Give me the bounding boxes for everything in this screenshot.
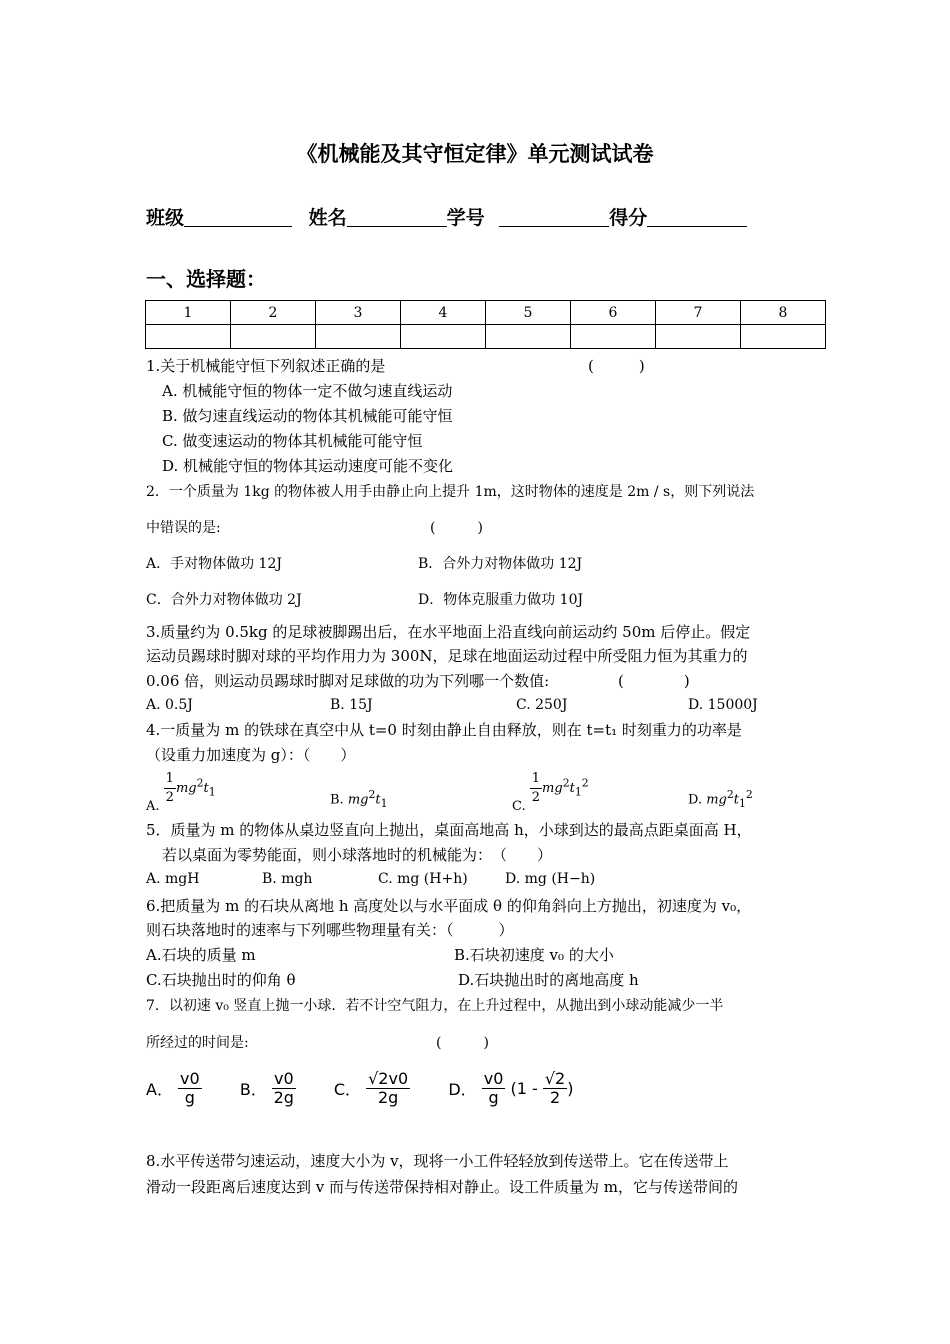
q5-option-a: A. mgH <box>146 871 200 887</box>
q5-option-d: D. mg (H−h) <box>505 871 596 887</box>
q4-option-b: B. $mg^2t_1$ <box>330 788 388 810</box>
section-title: 一、选择题： <box>146 267 266 291</box>
q3-option-c: C. 250J <box>516 697 568 713</box>
q4-option-c: C. $\frac{1}{2}$ $mg^2t_1^2$ <box>512 771 589 814</box>
student-info-line <box>146 203 747 230</box>
answer-table <box>145 300 826 349</box>
q2-stem-line2: 中错误的是: <box>146 520 221 536</box>
q6-line2: 则石块落地时的速率与下列哪些物理量有关：（ ） <box>146 921 514 939</box>
q4-c-fraction: $\frac{1}{2}$ <box>531 771 541 805</box>
answer-header: 8 <box>741 301 826 325</box>
q7-b-fraction: $\frac{v0}{2g}$ <box>273 1069 294 1107</box>
answer-cell[interactable] <box>571 325 656 349</box>
answer-header: 4 <box>401 301 486 325</box>
q1-option-a: A. 机械能守恒的物体一定不做匀速直线运动 <box>162 382 453 400</box>
q7-a-fraction: $\frac{v0}{g}$ <box>180 1069 200 1107</box>
answer-header: 3 <box>316 301 401 325</box>
name-blank[interactable] <box>347 206 447 227</box>
class-blank[interactable] <box>184 206 292 227</box>
q1-option-c: C. 做变速运动的物体其机械能可能守恒 <box>162 432 423 450</box>
answer-header: 7 <box>656 301 741 325</box>
answer-cell[interactable] <box>656 325 741 349</box>
q1-stem: 1.关于机械能守恒下列叙述正确的是 <box>146 357 386 375</box>
q3-option-d: D. 15000J <box>688 697 758 713</box>
answer-header: 2 <box>231 301 316 325</box>
answer-header: 5 <box>486 301 571 325</box>
score-blank[interactable] <box>647 206 747 227</box>
q7-line1: 7．以初速 v₀ 竖直上抛一小球．若不计空气阻力，在上升过程中，从抛出到小球动能减少一半 <box>146 998 724 1014</box>
q7-line2: 所经过的时间是: <box>146 1035 249 1051</box>
q3-option-a: A. 0.5J <box>146 697 193 713</box>
q1-paren: ( ) <box>588 357 645 375</box>
q5-line1: 5．质量为 m 的物体从桌边竖直向上抛出，桌面高地高 h，小球到达的最高点距桌面高 H， <box>146 821 752 839</box>
score-label: 得分 <box>609 207 648 229</box>
q3-paren: ( ) <box>618 672 690 690</box>
q7-options: A． $\frac{v0}{g}$ B． $\frac{v0}{2g}$ C． $\frac{√2v0}{2g}$ D． $\frac{v0}{g}$ (1 - $\frac{√2}{2}$ ) <box>146 1069 574 1107</box>
q2-stem-line1: 2．一个质量为 1kg 的物体被人用手由静止向上提升 1m，这时物体的速度是 2m / s，则下列说法 <box>146 484 755 500</box>
q4-option-d: D. $mg^2t_1^2$ <box>688 788 753 810</box>
q5-option-c: C. mg (H+h) <box>378 871 468 887</box>
q1-option-d: D. 机械能守恒的物体其运动速度可能不变化 <box>162 457 454 475</box>
q4-line1: 4.一质量为 m 的铁球在真空中从 t=0 时刻由静止自由释放，则在 t=t₁ 时刻重力的功率是 <box>146 721 742 739</box>
q6-option-d: D.石块抛出时的离地高度 h <box>458 971 639 989</box>
q2-option-b: B．合外力对物体做功 12J <box>418 556 583 572</box>
q7-paren: ( ) <box>436 1035 489 1051</box>
q2-paren: ( ) <box>430 520 483 536</box>
q4-line2: （设重力加速度为 g）：（ ） <box>146 746 356 764</box>
name-label: 姓名 <box>308 207 347 229</box>
answer-cell[interactable] <box>741 325 826 349</box>
answer-cell[interactable] <box>486 325 571 349</box>
q6-option-c: C.石块抛出时的仰角 θ <box>146 971 296 989</box>
q7-d-root-fraction: $\frac{√2}{2}$ <box>544 1069 566 1107</box>
answer-cell[interactable] <box>316 325 401 349</box>
answer-header-row <box>146 301 826 325</box>
q1-option-b: B. 做匀速直线运动的物体其机械能可能守恒 <box>162 407 453 425</box>
q5-option-b: B. mgh <box>262 871 313 887</box>
answer-header: 6 <box>571 301 656 325</box>
q2-option-d: D．物体克服重力做功 10J <box>418 592 584 608</box>
answer-cell[interactable] <box>146 325 231 349</box>
answer-header: 1 <box>146 301 231 325</box>
q3-option-b: B. 15J <box>330 697 373 713</box>
q3-line3: 0.06 倍，则运动员踢球时脚对足球做的功为下列哪一个数值: <box>146 672 550 690</box>
q5-line2: 若以桌面为零势能面，则小球落地时的机械能为： （ ） <box>162 846 553 864</box>
q7-c-fraction: $\frac{√2v0}{2g}$ <box>368 1069 409 1107</box>
q6-option-b: B.石块初速度 v₀ 的大小 <box>454 946 614 964</box>
q2-option-a: A．手对物体做功 12J <box>146 556 282 572</box>
q4-a-fraction: $\frac{1}{2}$ <box>165 771 174 805</box>
page-title: 《机械能及其守恒定律》单元测试试卷 <box>296 141 654 166</box>
class-label: 班级 <box>146 207 185 229</box>
q6-option-a: A.石块的质量 m <box>146 946 256 964</box>
answer-cell[interactable] <box>401 325 486 349</box>
answer-cell[interactable] <box>231 325 316 349</box>
q8-line1: 8.水平传送带匀速运动，速度大小为 v，现将一小工件轻轻放到传送带上。它在传送带上 <box>146 1152 729 1170</box>
q3-line1: 3.质量约为 0.5kg 的足球被脚踢出后，在水平地面上沿直线向前运动约 50m 后停止。假定 <box>146 623 751 641</box>
q6-line1: 6.把质量为 m 的石块从离地 h 高度处以与水平面成 θ 的仰角斜向上方抛出，初速度为 v₀， <box>146 897 752 915</box>
id-label: 学号 <box>446 207 485 229</box>
q4-option-a: A. $\frac{1}{2}$ $mg^2t_1$ <box>146 771 216 814</box>
q7-d-fraction: $\frac{v0}{g}$ <box>483 1069 504 1107</box>
answer-row <box>146 325 826 349</box>
q8-line2: 滑动一段距离后速度达到 v 而与传送带保持相对静止。设工件质量为 m，它与传送带间的 <box>146 1178 739 1196</box>
q3-line2: 运动员踢球时脚对球的平均作用力为 300N，足球在地面运动过程中所受阻力恒为其重力的 <box>146 647 748 665</box>
id-blank[interactable] <box>499 206 609 227</box>
q2-option-c: C．合外力对物体做功 2J <box>146 592 302 608</box>
